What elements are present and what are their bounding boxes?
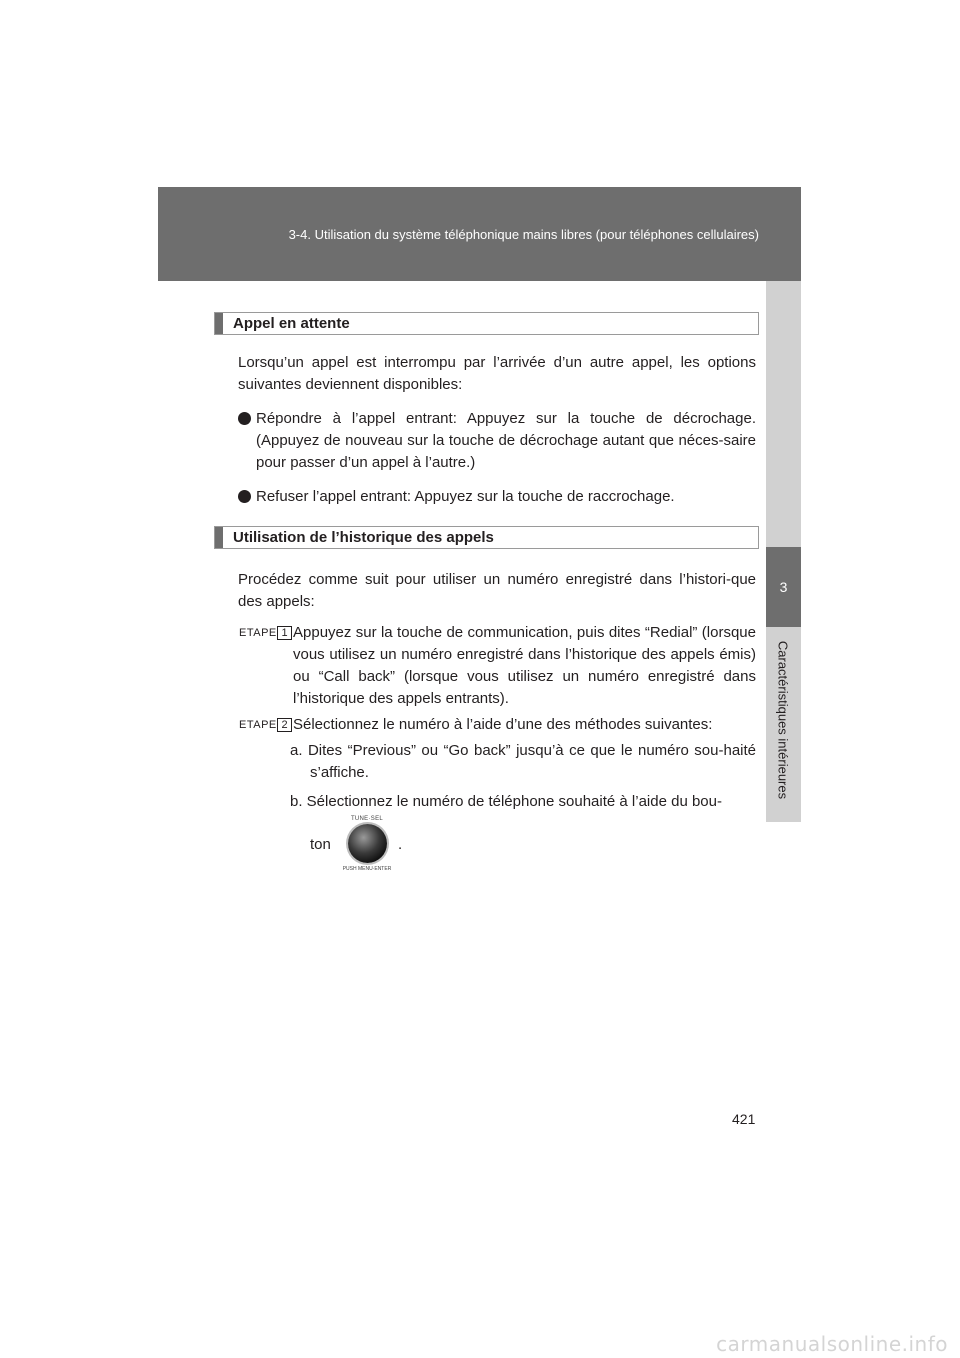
step-badge-2 bbox=[239, 718, 291, 732]
step-2-option-a bbox=[290, 740, 756, 784]
bullet-reject-call bbox=[256, 486, 756, 508]
call-waiting-intro: Lorsqu’un appel est interrompu par l’arrivée d’un autre appel, les options suivantes deviennent disponibles: bbox=[238, 354, 756, 393]
step-number: 1 bbox=[277, 626, 292, 640]
step-2-text: Sélectionnez le numéro à l’aide d’une des méthodes suivantes: bbox=[293, 716, 713, 733]
section-heading-call-waiting bbox=[214, 312, 759, 335]
knob-bottom-label: PUSH MENU·ENTER bbox=[342, 866, 392, 872]
bullet-answer-call bbox=[256, 408, 756, 474]
step-label: ETAPE bbox=[239, 627, 277, 639]
bullet-dot-icon bbox=[238, 412, 251, 425]
chapter-number: 3 bbox=[766, 547, 801, 627]
tune-sel-knob-icon bbox=[339, 816, 395, 872]
header-band bbox=[158, 187, 801, 281]
step-1-text: Appuyez sur la touche de communication, puis dites “Redial” (lorsque vous utilisez un numéro enregistré dans l’historique des appels émis) ou “Call back” (lorsque vous utilisez un numéro enregistré dans l’historique des appels entrants). bbox=[293, 624, 756, 707]
step-number: 2 bbox=[277, 718, 292, 732]
side-tab-top bbox=[766, 281, 801, 547]
knob-disc bbox=[348, 824, 387, 863]
bullet-text: Refuser l’appel entrant: Appuyez sur la touche de raccrochage. bbox=[256, 488, 675, 505]
section-title: Utilisation de l’historique des appels bbox=[233, 529, 494, 546]
section-heading-bar bbox=[215, 313, 223, 334]
chapter-label: Caractéristiques intérieures bbox=[775, 640, 791, 800]
step-2-option-b-period: . bbox=[398, 836, 403, 853]
option-a-text: a. Dites “Previous” ou “Go back” jusqu’à ce que le numéro sou-haité s’affiche. bbox=[290, 742, 756, 781]
step-label: ETAPE bbox=[239, 719, 277, 731]
call-history-intro: Procédez comme suit pour utiliser un numéro enregistré dans l’histori-que des appels: bbox=[238, 571, 756, 610]
section-title: Appel en attente bbox=[233, 315, 350, 332]
page-number: 421 bbox=[732, 1111, 756, 1127]
step-2-option-b-cont: ton bbox=[310, 836, 331, 853]
step-2-option-b: b. Sélectionnez le numéro de téléphone souhaité à l’aide du bou- bbox=[290, 793, 722, 810]
header-section-title: 3-4. Utilisation du système téléphonique mains libres (pour téléphones cellulaires) bbox=[288, 227, 759, 242]
knob-top-label: TUNE·SEL bbox=[350, 816, 384, 822]
watermark: carmanualsonline.info bbox=[716, 1332, 948, 1356]
bullet-text: Répondre à l’appel entrant: Appuyez sur la touche de décrochage. (Appuyez de nouveau sur la touche de décrochage autant que néces-saire pour passer d’un appel à l’autre.) bbox=[256, 410, 756, 471]
section-heading-call-history bbox=[214, 526, 759, 549]
section-heading-bar bbox=[215, 527, 223, 548]
step-badge-1 bbox=[239, 626, 291, 640]
bullet-dot-icon bbox=[238, 490, 251, 503]
